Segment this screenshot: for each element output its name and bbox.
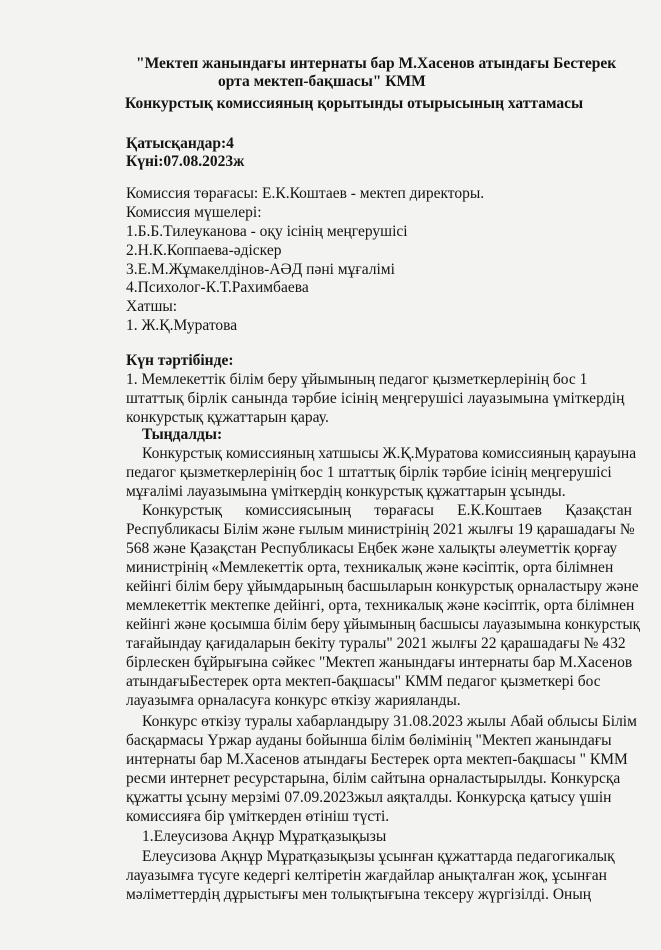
commission-members-label: Комиссия мүшелері: — [126, 204, 262, 221]
commission-member: 3.Е.М.Жұмакелдінов-АӘД пәні мұғалімі — [126, 261, 395, 278]
paragraph-line: 568 және Қазақстан Республикасы Еңбек және халықты әлеуметтік қорғау — [126, 540, 618, 557]
agenda-heading: Күн тәртібінде: — [126, 352, 234, 369]
candidate-name: 1.Елеусизова Ақнұр Мұратқазықызы — [142, 828, 387, 845]
paragraph-line: мұғалімі лауазымына үміткердің конкурстық құжаттарын ұсынды. — [126, 483, 566, 500]
paragraph-line: кейінгі және қосымша білім беру ұйымының басшысы лауазымына конкурстық — [126, 616, 641, 633]
title-line-2: орта мектеп-бақшасы" КММ — [218, 73, 426, 90]
paragraph-line: лауазымға орналасуға конкурс өткізу жарияланды. — [126, 692, 461, 709]
paragraph-line: мәліметтердің дұрыстығы мен толықтығына тексеру жүргізілді. Оның — [126, 886, 592, 903]
paragraph-line: құжатты ұсыну мерзімі 07.09.2023жыл аяқталды. Конкурсқа қатысу үшін — [126, 789, 612, 806]
commission-member: 1.Б.Б.Тилеуканова - оқу ісінің меңгерушісі — [126, 223, 408, 240]
paragraph-line: басқармасы Үржар ауданы бойынша білім бөлімінің "Мектеп жанындағы — [126, 732, 612, 749]
paragraph-line: кейінгі білім беру ұйымдарының басшыларын конкурстық орналастыру және — [126, 578, 639, 595]
paragraph-line: мемлекеттік мектепке дейінгі, орта, техникалық және кәсіптік, орта білімнен — [126, 597, 635, 614]
participants-count: Қатысқандар:4 — [126, 135, 234, 152]
paragraph-line: лауазымға түсуге кедергі келтіретін жағдайлар анықталған жоқ, ұсынған — [126, 867, 607, 884]
paragraph-line: бірлескен бұйрығына сәйкес "Мектеп жанындағы интернаты бар М.Хасенов — [126, 654, 633, 671]
paragraph-line: Республикасы Білім және ғылым министрінің 2021 жылғы 19 қарашадағы № — [126, 521, 635, 538]
agenda-line: конкурстық құжаттарын қарау. — [126, 409, 329, 426]
paragraph-line: интернаты бар М.Хасенов атындағы Бестерек орта мектеп-бақшасы " КММ — [126, 751, 628, 768]
agenda-line: 1. Мемлекеттік білім беру ұйымының педагог қызметкерлерінің бос 1 — [126, 371, 588, 388]
meeting-date: Күні:07.08.2023ж — [126, 153, 245, 170]
paragraph-line: ресми интернет ресурстарына, білім сайтына орналастырылды. Конкурсқа — [126, 770, 621, 787]
paragraph-line: Конкурс өткізу туралы хабарландыру 31.08.2023 жылы Абай облысы Білім — [142, 713, 637, 730]
paragraph-line: Конкурстық комиссиясының төрағасы Е.К.Коштаев Қазақстан — [142, 502, 632, 519]
secretary-label: Хатшы: — [126, 298, 178, 315]
heard-heading: Тыңдалды: — [142, 426, 223, 443]
agenda-line: штаттық бірлік санында тәрбие ісінің меңгерушісі лауазымына үміткердің — [126, 390, 625, 407]
commission-chair: Комиссия төрағасы: Е.К.Коштаев - мектеп директоры. — [126, 185, 485, 202]
commission-member: 4.Психолог-К.Т.Рахимбаева — [126, 279, 309, 296]
title-line-1: "Мектеп жанындағы интернаты бар М.Хасенов атындағы Бестерек — [136, 55, 617, 72]
secretary-name: 1. Ж.Қ.Муратова — [126, 317, 238, 334]
protocol-subtitle: Конкурстық комиссияның қорытынды отырысының хаттамасы — [125, 95, 584, 112]
paragraph-line: Конкурстық комиссияның хатшысы Ж.Қ.Муратова комиссияның қарауына — [142, 445, 637, 462]
commission-member: 2.Н.К.Коппаева-әдіскер — [126, 242, 282, 259]
paragraph-line: министрінің «Мемлекеттік орта, техникалық және кәсіптік, орта білімнен — [126, 559, 614, 576]
paragraph-line: тағайындау қағидаларын бекіту туралы" 2021 жылғы 22 қарашадағы № 432 — [126, 635, 626, 652]
paragraph-line: Елеусизова Ақнұр Мұратқазықызы ұсынған құжаттарда педагогикалық — [142, 848, 615, 865]
paragraph-line: педагог қызметкерлерінің бос 1 штаттық бірлік тәрбие ісінің меңгерушісі — [126, 464, 612, 481]
paragraph-line: атындағыБестерек орта мектеп-бақшасы" КММ педагог қызметкері бос — [126, 673, 601, 690]
paragraph-line: комиссияға бір үміткерден өтініш түсті. — [126, 808, 390, 825]
